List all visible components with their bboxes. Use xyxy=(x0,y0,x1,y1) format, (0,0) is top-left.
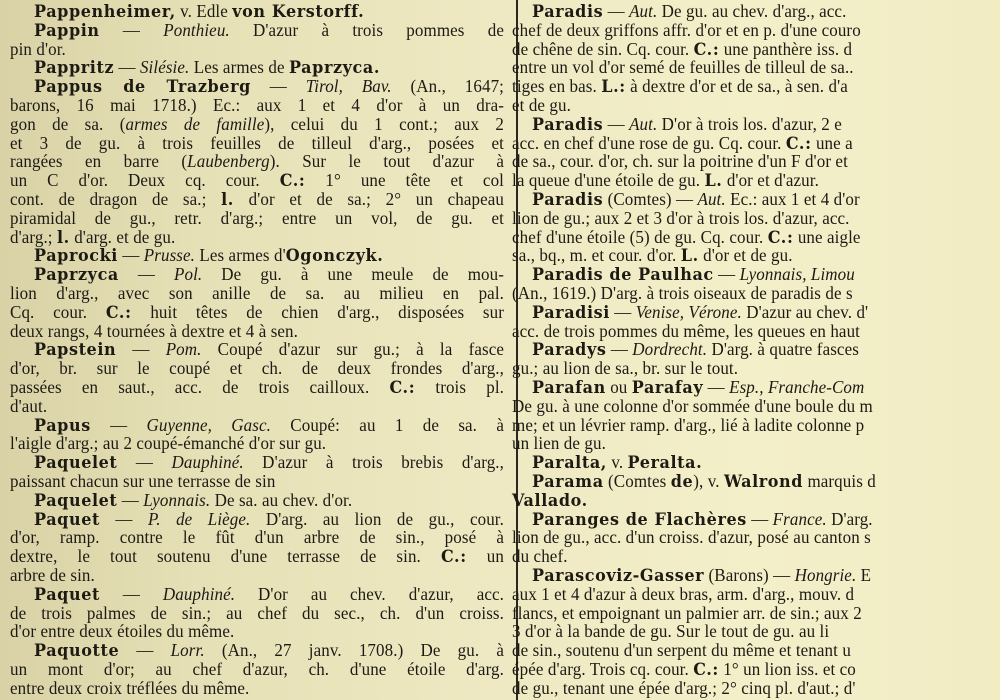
text-run: marquis d xyxy=(803,471,876,492)
bold-term: Paradis xyxy=(532,1,604,22)
italic-place: Lyonnais, Limou xyxy=(739,264,855,285)
bold-term: C.: xyxy=(105,303,132,323)
text-run: — xyxy=(116,340,166,360)
entry-headline xyxy=(532,303,1000,323)
bold-term: von Kerstorff. xyxy=(232,1,365,22)
entry-line xyxy=(10,397,504,417)
text-run: flancs, et empoignant un palmier arr. de sin.; aux 2 xyxy=(512,602,862,623)
bold-term: C.: xyxy=(767,227,794,247)
entry-line xyxy=(10,529,504,549)
bold-term: Paquotte xyxy=(34,641,120,661)
entry-headline xyxy=(532,378,1000,398)
bold-term: Paradis xyxy=(532,114,604,135)
entry-line xyxy=(10,322,504,342)
text-run: barons, 16 mai 1718.) Ec.: aux 1 et 4 d'or à un dra- xyxy=(10,96,504,116)
italic-place: armes de famille xyxy=(125,115,265,135)
text-run: me; et un lévrier ramp. d'arg., lié à ladite colonne p xyxy=(512,415,865,435)
bold-term: Paquet xyxy=(34,585,100,605)
text-run: piramidal de gu., retr. d'arg.; entre un vol, de gu. et xyxy=(10,209,504,229)
text-run: trois pl. xyxy=(415,378,504,398)
italic-place: P. de Liège. xyxy=(147,510,251,529)
text-run: épée d'arg. Trois cq. cour. xyxy=(512,659,694,680)
entry-line xyxy=(10,548,504,568)
text-run: — xyxy=(117,245,144,266)
entry-headline xyxy=(10,454,504,474)
text-run: D'azur à trois pommes de xyxy=(229,21,504,41)
bold-term: Walrond xyxy=(723,471,804,492)
text-run: un mont d'or; au chef d'azur, ch. d'une étoile d'arg. xyxy=(10,660,504,680)
entry-line xyxy=(512,491,1000,511)
text-run: un lien de gu. xyxy=(512,433,606,454)
text-run: — xyxy=(114,57,140,78)
text-run: — xyxy=(603,114,630,135)
bold-term: Paquelet xyxy=(34,453,118,473)
bold-term: Parafay xyxy=(631,377,704,398)
italic-place: Pol. xyxy=(174,265,203,285)
entry-line xyxy=(10,172,504,192)
italic-place: Venise, Vérone. xyxy=(635,302,742,323)
text-run: D'arg. à quatre fasces xyxy=(707,339,859,360)
entry-line xyxy=(512,660,1000,680)
entry-headline xyxy=(10,59,504,79)
bold-term: Pappin xyxy=(34,21,100,41)
text-run: Ec.: aux 1 et 4 d'or xyxy=(725,189,860,210)
text-run: D'or à trois los. d'azur, 2 e xyxy=(657,114,842,135)
entry-line xyxy=(512,284,1000,304)
text-run: — xyxy=(99,585,163,605)
text-run: 1° un lion iss. et co xyxy=(718,659,856,680)
entry-headline xyxy=(10,510,504,530)
entry-line xyxy=(10,209,504,229)
text-run: aux 1 et 4 d'azur à deux bras, arm. d'arg., mouv. d xyxy=(512,584,855,605)
text-run: v. Edle xyxy=(175,1,233,22)
text-run: (Comtes) — xyxy=(603,189,698,210)
text-run: rangées en barre ( xyxy=(10,152,188,172)
italic-place: Dauphiné. xyxy=(171,453,244,473)
text-run: ). Sur le tout d'azur à xyxy=(269,152,504,172)
entry-headline xyxy=(532,566,1000,586)
entry-headline xyxy=(10,341,504,361)
text-run: gu.; au lion de sa., br. sur le tout. xyxy=(512,358,739,379)
entry-headline xyxy=(532,266,1000,286)
entry-line xyxy=(512,209,1000,229)
entry-line xyxy=(512,360,1000,380)
text-run: Cq. cour. xyxy=(10,303,106,323)
italic-place: Lorr. xyxy=(170,641,205,661)
text-run: l'aigle d'arg.; au 2 coupé-émanché d'or sur gu. xyxy=(10,433,327,454)
text-run: ), celui du 1 cont.; aux 2 xyxy=(264,115,504,135)
text-run: gon de sa. ( xyxy=(10,115,126,135)
entry-headline xyxy=(532,115,1000,135)
text-run: Les armes d' xyxy=(195,245,286,266)
entry-headline xyxy=(532,3,1000,23)
text-run: d'or et de gu. xyxy=(698,245,793,266)
text-run: du chef. xyxy=(512,546,568,567)
text-run: une panthère iss. d xyxy=(719,39,853,60)
text-run: lion d'arg., avec son anille de sa. au milieu en pal. xyxy=(10,284,504,304)
entry-line xyxy=(10,679,504,699)
bold-term: L. xyxy=(704,170,723,191)
entry-line xyxy=(10,435,504,455)
text-run: de gu., tenant une épée d'arg.; 2° cinq pl. d'aut.; d' xyxy=(512,678,856,699)
entry-line xyxy=(10,134,504,154)
entry-line xyxy=(10,566,504,586)
bold-term: Pappritz xyxy=(34,57,115,78)
text-run: entre un vol d'or semé de feuilles de tilleul de sa.. xyxy=(512,57,854,78)
bold-term: Paprocki xyxy=(34,245,118,266)
italic-place: Esp., Franche-Com xyxy=(729,377,865,398)
bold-term: C.: xyxy=(693,659,719,680)
text-run: De sa. au chev. d'or. xyxy=(210,490,353,511)
text-run: acc. de trois pommes du même, les queues en haut xyxy=(512,321,861,341)
text-run: chef de deux griffons affr. d'or et en p. d'une couro xyxy=(512,20,861,41)
text-run: v. xyxy=(606,452,628,473)
text-run: D'arg. xyxy=(826,508,873,529)
entry-headline xyxy=(10,3,504,23)
text-run: De gu. à une colonne d'or sommée d'une boule du m xyxy=(512,396,873,417)
text-run: Les armes de xyxy=(189,57,289,78)
text-run: — xyxy=(606,339,633,360)
text-run: — xyxy=(90,416,147,435)
entry-line xyxy=(512,642,1000,662)
text-run: la queue d'une étoile de gu. xyxy=(512,170,705,191)
bold-term: Pappus de Trazberg xyxy=(34,77,251,97)
text-run: — xyxy=(250,77,306,97)
text-run: de sin., soutenu d'un serpent du même et tenant u xyxy=(512,640,851,661)
text-run: E xyxy=(856,565,872,586)
text-run: d'or et d'azur. xyxy=(722,170,819,191)
text-run: lion de gu.; aux 2 et 3 d'or à trois los. d'azur, acc. xyxy=(512,208,850,229)
entry-headline xyxy=(532,190,1000,210)
entry-line xyxy=(512,585,1000,605)
bold-term: l. xyxy=(57,227,70,247)
text-run: De gu. au chev. d'arg., acc. xyxy=(657,1,847,22)
bold-term: Pappenheimer, xyxy=(34,1,176,22)
text-run: paissant chacun sur une terrasse de sin xyxy=(10,471,276,492)
entry-headline xyxy=(10,247,504,267)
text-run: à dextre d'or et de sa., à sen. d'a xyxy=(625,76,848,97)
bold-term: Paprzyca xyxy=(34,265,119,285)
entry-line xyxy=(10,284,504,304)
entry-line xyxy=(10,378,504,398)
bold-term: Paradis xyxy=(532,189,604,210)
text-run: — xyxy=(119,641,171,661)
bold-term: Papus xyxy=(34,416,91,435)
entry-headline xyxy=(10,585,504,605)
text-run: — xyxy=(703,377,730,398)
bold-term: Paradys xyxy=(532,339,607,360)
text-run: tiges en bas. xyxy=(512,76,602,97)
bold-term: de xyxy=(670,471,694,492)
text-run: Coupé: au 1 de sa. à xyxy=(270,416,504,435)
bold-term: Parafan xyxy=(532,377,606,398)
bold-term: L.: xyxy=(601,76,626,97)
entry-line xyxy=(512,679,1000,699)
bold-term: Vallado. xyxy=(512,490,588,511)
entry-line xyxy=(512,97,1000,117)
text-run: — xyxy=(99,21,164,41)
bold-term: Paradis de Paulhac xyxy=(532,264,714,285)
bold-term: C.: xyxy=(279,171,306,191)
entry-line xyxy=(512,21,1000,41)
text-run: — xyxy=(117,453,172,473)
italic-place: Aut. xyxy=(629,114,658,135)
entry-line xyxy=(10,472,504,492)
text-run: d'or entre deux étoiles du même. xyxy=(10,621,235,642)
text-run: acc. en chef d'une rose de gu. Cq. cour. xyxy=(512,133,786,154)
italic-place: Tirol, Bav. xyxy=(305,77,392,97)
text-run: huit têtes de chien d'arg., disposées sur xyxy=(131,303,504,323)
italic-place: Dordrecht. xyxy=(632,339,708,360)
text-run: d'arg.; xyxy=(10,227,57,247)
text-run: de trois palmes de sin.; au chef du sec., ch. d'un croiss. xyxy=(10,604,504,623)
text-run: — xyxy=(713,264,740,285)
text-run: deux rangs, 4 tournées à dextre et 4 à sen. xyxy=(10,321,299,341)
text-run: — xyxy=(603,1,630,22)
italic-place: Lyonnais. xyxy=(143,490,211,511)
bold-term: C.: xyxy=(693,39,720,60)
text-run: (Comtes xyxy=(603,471,671,492)
bold-term: Paradisi xyxy=(532,302,610,323)
entry-line xyxy=(512,78,1000,98)
text-run: (An., 1647; xyxy=(391,77,504,97)
bold-term: L. xyxy=(680,245,699,266)
bold-term: Paranges de Flachères xyxy=(532,508,747,529)
text-run: passées en saut., acc. de trois cailloux. xyxy=(10,378,390,398)
entry-line xyxy=(10,153,504,173)
italic-place: Silésie. xyxy=(139,57,190,78)
bold-term: Paralta, xyxy=(532,452,607,473)
left-column xyxy=(10,3,504,698)
bold-term: Paquelet xyxy=(34,490,118,511)
text-run: d'or, br. sur le coupé et ch. de deux frondes d'arg., xyxy=(10,359,504,379)
text-run: — xyxy=(609,302,636,323)
text-run: d'aut. xyxy=(10,396,48,417)
text-run: D'azur au chev. d' xyxy=(741,302,869,323)
bold-term: C.: xyxy=(440,547,467,567)
italic-place: Dauphiné. xyxy=(162,585,236,605)
text-run: 1° une tête et col xyxy=(305,171,504,191)
text-run: D'or au chev. d'azur, acc. xyxy=(235,585,504,605)
text-run: entre deux croix tréflées du même. xyxy=(10,678,250,699)
text-run: ou xyxy=(605,377,632,398)
bold-term: Peralta. xyxy=(627,452,703,473)
text-run: pin d'or. xyxy=(10,39,66,60)
text-run: d'arg. et de gu. xyxy=(69,227,176,247)
text-run: — xyxy=(117,490,144,511)
bold-term: Paprzyca. xyxy=(288,57,381,78)
text-run: lion de gu., acc. d'un croiss. d'azur, posé au canton s xyxy=(512,527,871,548)
entry-line xyxy=(10,660,504,680)
bold-term: Ogonczyk. xyxy=(285,245,384,266)
text-run: d'or, ramp. contre le fût d'un arbre de sin., posé à xyxy=(10,528,504,548)
right-column xyxy=(512,1,1000,699)
italic-place: France. xyxy=(772,508,827,529)
text-run: une aigle xyxy=(793,227,861,247)
text-run: (Barons) — xyxy=(704,565,795,586)
entry-line xyxy=(10,190,504,210)
text-run: une a xyxy=(811,133,853,154)
text-run: et de gu. xyxy=(512,95,571,116)
text-run: un xyxy=(466,547,504,567)
entry-headline xyxy=(10,78,504,98)
text-run: Coupé d'azur sur gu.; à la fasce xyxy=(201,340,504,360)
text-run: — xyxy=(118,265,175,285)
entry-line xyxy=(10,115,504,135)
text-run: ), v. xyxy=(693,471,724,492)
text-run: et 3 de gu. à trois feuilles de tilleul d'arg., posées et xyxy=(10,134,504,154)
text-run: — xyxy=(99,510,148,529)
bold-term: Papstein xyxy=(34,340,117,360)
text-run: un C d'or. Deux cq. cour. xyxy=(10,171,280,191)
text-run: de chêne de sin. Cq. cour. xyxy=(512,39,694,60)
italic-place: Hongrie. xyxy=(794,565,857,586)
entry-headline xyxy=(532,454,1000,474)
entry-line xyxy=(10,360,504,380)
text-run: arbre de sin. xyxy=(10,565,95,586)
entry-headline xyxy=(532,472,1000,492)
text-run: (An., 1619.) D'arg. à trois oiseaux de paradis de s xyxy=(512,283,853,304)
entry-headline xyxy=(10,21,504,41)
entry-headline xyxy=(10,266,504,286)
italic-place: Prusse. xyxy=(143,245,196,266)
text-run: sa., bq., m. et cour. d'or. xyxy=(512,245,681,266)
entry-line xyxy=(10,623,504,643)
entry-line xyxy=(512,172,1000,192)
entry-line xyxy=(10,303,504,323)
entry-line xyxy=(512,529,1000,549)
text-run: D'arg. au lion de gu., cour. xyxy=(250,510,504,529)
bold-term: l. xyxy=(221,190,234,210)
entry-line xyxy=(10,97,504,117)
bold-term: Parama xyxy=(532,471,604,492)
text-run: chef d'une étoile (5) de gu. Cq. cour. xyxy=(512,227,768,247)
entry-line xyxy=(512,397,1000,417)
text-run: De gu. à une meule de mou- xyxy=(202,265,504,285)
bold-term: Paquet xyxy=(34,510,100,529)
text-run: — xyxy=(746,508,773,529)
text-run: (An., 27 janv. 1708.) De gu. à xyxy=(204,641,504,661)
entry-headline xyxy=(10,491,504,511)
bold-term: C.: xyxy=(389,378,416,398)
entry-line xyxy=(512,548,1000,568)
text-run: 3 d'or à la bande de gu. Sur le tout de gu. au li xyxy=(512,621,830,642)
text-run: dextre, le tout soutenu d'une terrasse de sin. xyxy=(10,547,441,567)
text-run: de sa., cour. d'or, ch. sur la poitrine d'un F d'or et xyxy=(512,151,848,172)
bold-term: C.: xyxy=(785,133,812,154)
bold-term: Parascoviz-Gasser xyxy=(532,565,705,586)
italic-place: Ponthieu. xyxy=(163,21,230,41)
italic-place: Laubenberg xyxy=(187,152,270,172)
italic-place: Aut. xyxy=(697,189,726,210)
entry-headline xyxy=(10,642,504,662)
italic-place: Aut. xyxy=(629,1,658,22)
text-run: cont. de dragon de sa.; xyxy=(10,190,222,210)
text-run: d'or et de sa.; 2° un chapeau xyxy=(233,190,504,210)
italic-place: Guyenne, Gasc. xyxy=(146,416,271,435)
text-run: D'azur à trois brebis d'arg., xyxy=(243,453,504,473)
italic-place: Pom. xyxy=(165,340,202,360)
